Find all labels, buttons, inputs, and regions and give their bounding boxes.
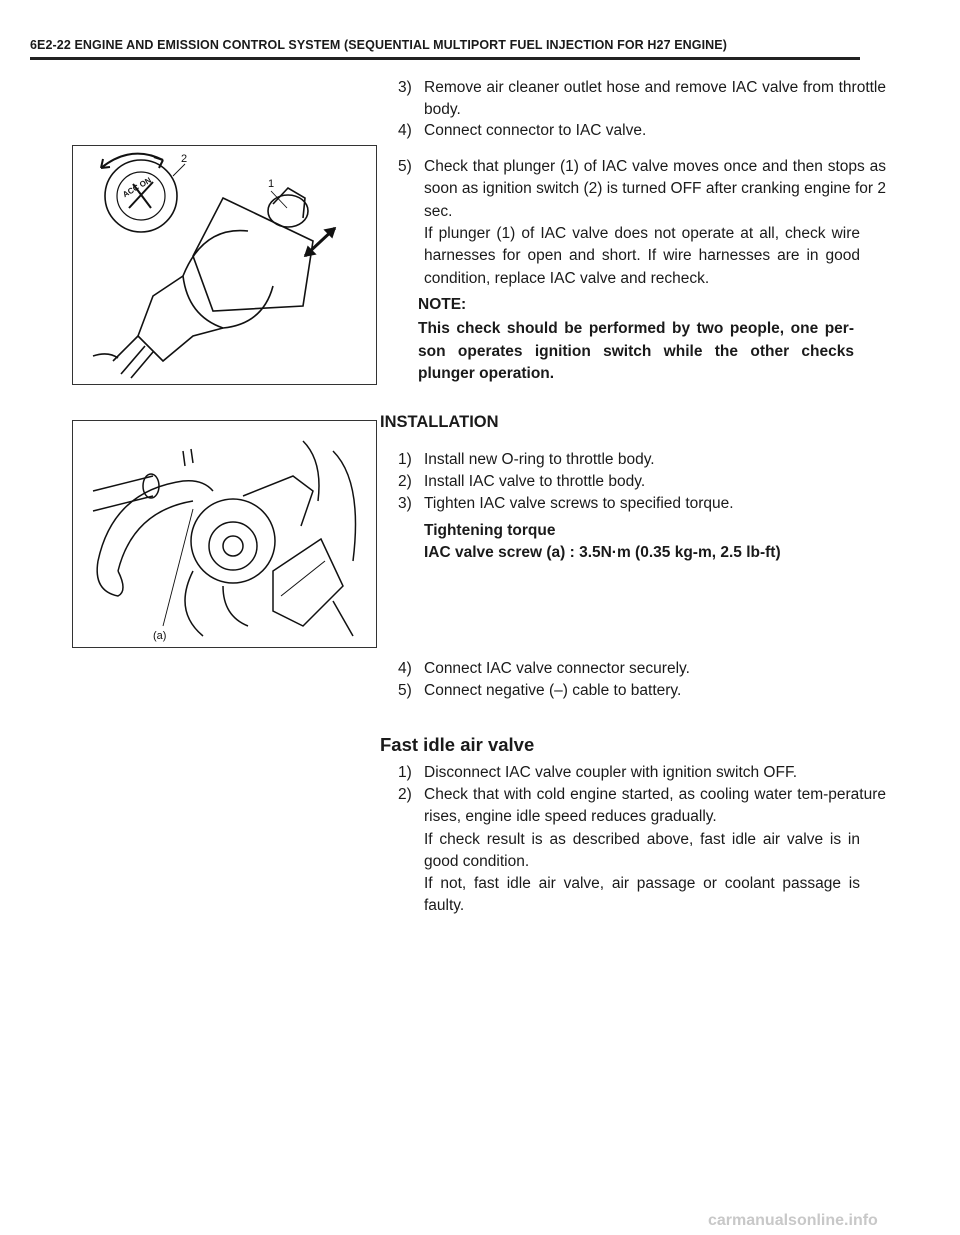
step-number: 5) xyxy=(398,158,412,175)
step-text: Check that plunger (1) of IAC valve moves once and then stops as soon as ignition switch (2) is turned OFF after cranking engine for 2 sec. xyxy=(424,158,886,220)
switch-text: ACC ON xyxy=(121,175,153,200)
step-text: Connect IAC valve connector securely. xyxy=(424,660,690,677)
note-text: This check should be performed by two people, one per-son operates ignition switch while the other checks plunger operation. xyxy=(418,320,854,382)
figure-iac-valve-check xyxy=(72,145,377,385)
step-number: 4) xyxy=(398,660,412,677)
install-step-5 xyxy=(398,680,886,702)
check-step-3 xyxy=(398,77,886,122)
install-step-3 xyxy=(398,493,886,515)
fast-idle-step-1 xyxy=(398,762,886,784)
step-text: Install new O-ring to throttle body. xyxy=(424,451,655,468)
check-step-5 xyxy=(398,156,886,223)
install-step-2 xyxy=(398,471,886,493)
callout-1: 1 xyxy=(268,178,275,190)
check-step-5-detail: If plunger (1) of IAC valve does not operate at all, check wire harnesses for open and short. If wire harnesses are in good condition, replace IAC valve and recheck. xyxy=(424,225,860,287)
check-step-4 xyxy=(398,120,886,142)
step-text: Remove air cleaner outlet hose and remove IAC valve from throttle body. xyxy=(424,79,886,119)
fast-idle-step-2 xyxy=(398,784,886,829)
step-number: 3) xyxy=(398,495,412,512)
callout-a: (a) xyxy=(153,630,167,642)
step-text: Install IAC valve to throttle body. xyxy=(424,473,646,490)
step-text: Connect connector to IAC valve. xyxy=(424,122,647,139)
install-step-4 xyxy=(398,658,886,680)
step-text: Connect negative (–) cable to battery. xyxy=(424,682,682,699)
throttle-body-illustration xyxy=(73,421,376,647)
step-number: 2) xyxy=(398,786,412,803)
step-text: Check that with cold engine started, as cooling water tem-perature rises, engine idle speed reduces gradually. xyxy=(424,786,886,826)
step-number: 5) xyxy=(398,682,412,699)
torque-label: Tightening torque xyxy=(424,522,556,539)
fast-idle-step-2-fault: If not, fast idle air valve, air passage or coolant passage is faulty. xyxy=(424,875,860,915)
torque-value: IAC valve screw (a) : 3.5N·m (0.35 kg-m, 2.5 lb-ft) xyxy=(424,544,781,561)
step-number: 1) xyxy=(398,451,412,468)
step-text: Disconnect IAC valve coupler with ignition switch OFF. xyxy=(424,764,798,781)
figure-iac-valve-install xyxy=(72,420,377,648)
callout-2: 2 xyxy=(181,153,188,165)
fast-idle-heading: Fast idle air valve xyxy=(380,734,535,755)
watermark: carmanualsonline.info xyxy=(708,1212,878,1229)
step-number: 2) xyxy=(398,473,412,490)
page-header-title: 6E2-22 ENGINE AND EMISSION CONTROL SYSTEM (SEQUENTIAL MULTIPORT FUEL INJECTION FOR H27 ENGINE) xyxy=(30,38,727,52)
note-label: NOTE: xyxy=(418,296,467,313)
iac-valve-illustration xyxy=(73,146,376,384)
step-number: 3) xyxy=(398,79,412,96)
install-step-1 xyxy=(398,449,886,471)
header-rule xyxy=(30,57,860,60)
step-number: 1) xyxy=(398,764,412,781)
installation-heading: INSTALLATION xyxy=(380,413,499,431)
step-number: 4) xyxy=(398,122,412,139)
step-text: Tighten IAC valve screws to specified torque. xyxy=(424,495,734,512)
fast-idle-step-2-result: If check result is as described above, fast idle air valve is in good condition. xyxy=(424,831,860,871)
